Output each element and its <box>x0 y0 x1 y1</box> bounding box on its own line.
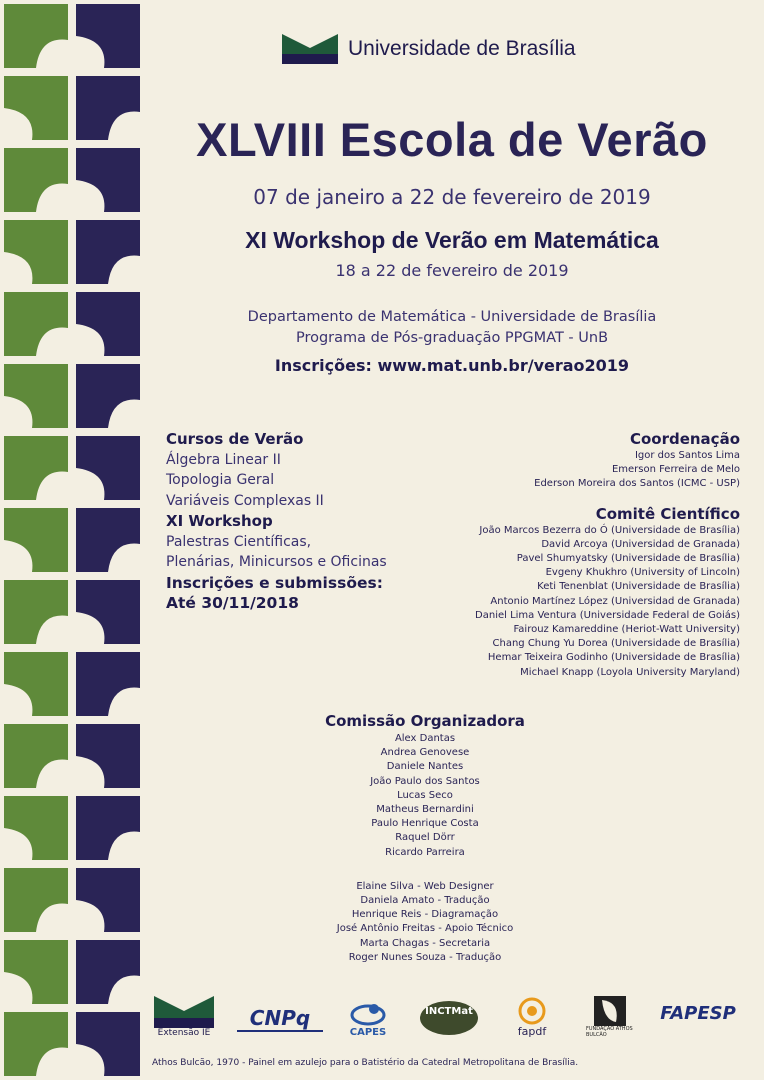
tile-icon <box>72 432 144 504</box>
tile-icon <box>72 216 144 288</box>
registration-link[interactable]: Inscrições: www.mat.unb.br/verao2019 <box>274 356 630 375</box>
tile-icon <box>0 288 72 360</box>
submission-heading: Inscrições e submissões: <box>166 573 383 592</box>
sponsor-logos <box>150 990 754 1038</box>
course-item: Topologia Geral <box>166 472 275 488</box>
organizer: Alex Dantas <box>394 733 456 744</box>
organizer: Matheus Bernardini <box>376 804 474 816</box>
staff-member: Elaine Silva - Web Designer <box>356 880 494 892</box>
department-name: Departamento de Matemática - Universidade de Brasília <box>247 309 657 325</box>
tile-icon <box>72 720 144 792</box>
tile-icon <box>0 936 72 1008</box>
organizer: Daniele Nantes <box>386 761 464 773</box>
staff-member: Daniela Amato - Tradução <box>360 895 490 907</box>
athos-bulcao-logo <box>586 990 634 1038</box>
cnpq-label: CNPq <box>249 1006 311 1030</box>
committee-member: Michael Knapp (Loyola University Maryland) <box>520 666 740 678</box>
fapdf-label: fapdf <box>517 1025 547 1038</box>
committee-member: João Marcos Bezerra do Ó (Universidade de Brasília) <box>479 524 740 536</box>
scientific-committee-heading: Comitê Científico <box>595 504 740 523</box>
organizer: Ricardo Parreira <box>385 846 465 858</box>
committee-member: Antonio Martínez López (Universidad de Granada) <box>490 595 740 607</box>
extensao-ie-logo <box>152 990 216 1038</box>
workshop-title: XI Workshop de Verão em Matemática <box>245 227 659 253</box>
coordinator: Igor dos Santos Lima <box>634 450 740 461</box>
committee-member: Keti Tenenblat (Universidade de Brasília) <box>537 581 740 593</box>
courses-section <box>166 429 416 614</box>
cnpq-logo <box>234 990 326 1038</box>
program-name: Programa de Pós-graduação PPGMAT - UnB <box>295 330 609 346</box>
submission-deadline: Até 30/11/2018 <box>166 594 299 612</box>
fapesp-label: FAPESP <box>660 1003 736 1024</box>
staff-member: José Antônio Freitas - Apoio Técnico <box>336 923 514 935</box>
extensao-label: Extensão IE <box>157 1028 211 1038</box>
fapdf-logo <box>502 990 562 1038</box>
workshop-item: Plenárias, Minicursos e Oficinas <box>166 554 387 570</box>
organizer: Raquel Dörr <box>395 832 455 844</box>
inctmat-label: INCTMat <box>425 1006 473 1017</box>
tile-icon <box>0 648 72 720</box>
committee-member: Fairouz Kamareddine (Heriot-Watt University) <box>513 624 740 636</box>
committee-member: Chang Chung Yu Dorea (Universidade de Brasília) <box>492 638 740 650</box>
unb-header <box>282 34 576 64</box>
tile-icon <box>72 288 144 360</box>
tile-icon <box>72 504 144 576</box>
course-item: Álgebra Linear II <box>166 451 281 468</box>
tile-icon <box>72 144 144 216</box>
tile-icon <box>0 432 72 504</box>
event-title: XLVIII Escola de Verão <box>196 113 708 166</box>
university-name: Universidade de Brasília <box>348 37 576 60</box>
tile-icon <box>0 144 72 216</box>
workshop-item: Palestras Científicas, <box>166 533 312 550</box>
capes-label: CAPES <box>349 1027 387 1038</box>
tile-icon <box>0 216 72 288</box>
athos-bulcao-tile-pattern <box>0 0 145 1080</box>
tile-icon <box>0 360 72 432</box>
tile-icon <box>0 720 72 792</box>
organizing-committee <box>320 710 530 965</box>
tile-icon <box>72 576 144 648</box>
inctmat-logo <box>416 990 482 1038</box>
staff-member: Henrique Reis - Diagramação <box>351 909 499 921</box>
organizer: Lucas Seco <box>397 789 453 801</box>
tile-icon <box>0 72 72 144</box>
fapdf-sun-icon <box>514 995 550 1025</box>
tile-icon <box>0 504 72 576</box>
coordination-heading: Coordenação <box>629 430 740 448</box>
tile-icon <box>72 936 144 1008</box>
organizer: João Paulo dos Santos <box>370 775 480 787</box>
staff-member: Marta Chagas - Secretaria <box>359 937 491 949</box>
tile-icon <box>0 1008 72 1080</box>
tile-icon <box>72 360 144 432</box>
committee-member: David Arcoya (Universidad de Granada) <box>541 538 740 550</box>
coordinator: Emerson Ferreira de Melo <box>611 464 740 476</box>
courses-heading: Cursos de Verão <box>166 430 304 448</box>
organizer: Andrea Genovese <box>380 747 470 759</box>
unb-logo-icon <box>154 996 214 1028</box>
workshop-dates: 18 a 22 de fevereiro de 2019 <box>335 261 569 280</box>
committee-member: Daniel Lima Ventura (Universidade Federal de Goiás) <box>475 609 740 621</box>
committee-member: Pavel Shumyatsky (Universidade de Brasília) <box>516 553 740 565</box>
fapesp-logo <box>650 990 746 1038</box>
organizer: Paulo Henrique Costa <box>371 818 479 830</box>
workshop-heading: XI Workshop <box>166 512 273 530</box>
course-item: Variáveis Complexas II <box>166 492 324 509</box>
tile-icon <box>72 72 144 144</box>
athos-label: FUNDAÇÃO ATHOS BULCÃO <box>586 1026 633 1038</box>
tile-icon <box>0 792 72 864</box>
tile-icon <box>72 0 144 72</box>
tile-icon <box>72 792 144 864</box>
inctmat-badge-icon <box>418 998 480 1038</box>
staff-member: Roger Nunes Souza - Tradução <box>348 951 502 963</box>
tile-icon <box>72 864 144 936</box>
coordinator: Ederson Moreira dos Santos (ICMC - USP) <box>534 478 740 490</box>
athos-bulcao-tile-icon <box>594 996 626 1026</box>
committee-member: Evgeny Khukhro (University of Lincoln) <box>545 567 740 579</box>
cnpq-subtitle-icon <box>237 1030 323 1038</box>
event-dates: 07 de janeiro a 22 de fevereiro de 2019 <box>253 185 651 209</box>
capes-logo <box>340 990 396 1038</box>
tile-icon <box>0 0 72 72</box>
tile-icon <box>0 864 72 936</box>
organizing-heading: Comissão Organizadora <box>325 712 525 730</box>
capes-swoosh-icon <box>348 1001 388 1027</box>
committee-member: Hemar Teixeira Godinho (Universidade de Brasília) <box>487 652 740 664</box>
committees-section <box>440 429 740 680</box>
tile-icon <box>72 1008 144 1080</box>
unb-logo-icon <box>282 34 338 64</box>
tile-icon <box>0 576 72 648</box>
tile-icon <box>72 648 144 720</box>
department-info <box>150 307 754 349</box>
footer-credit: Athos Bulcão, 1970 - Painel em azulejo para o Batistério da Catedral Metropolitana de Brasília. <box>152 1058 579 1068</box>
